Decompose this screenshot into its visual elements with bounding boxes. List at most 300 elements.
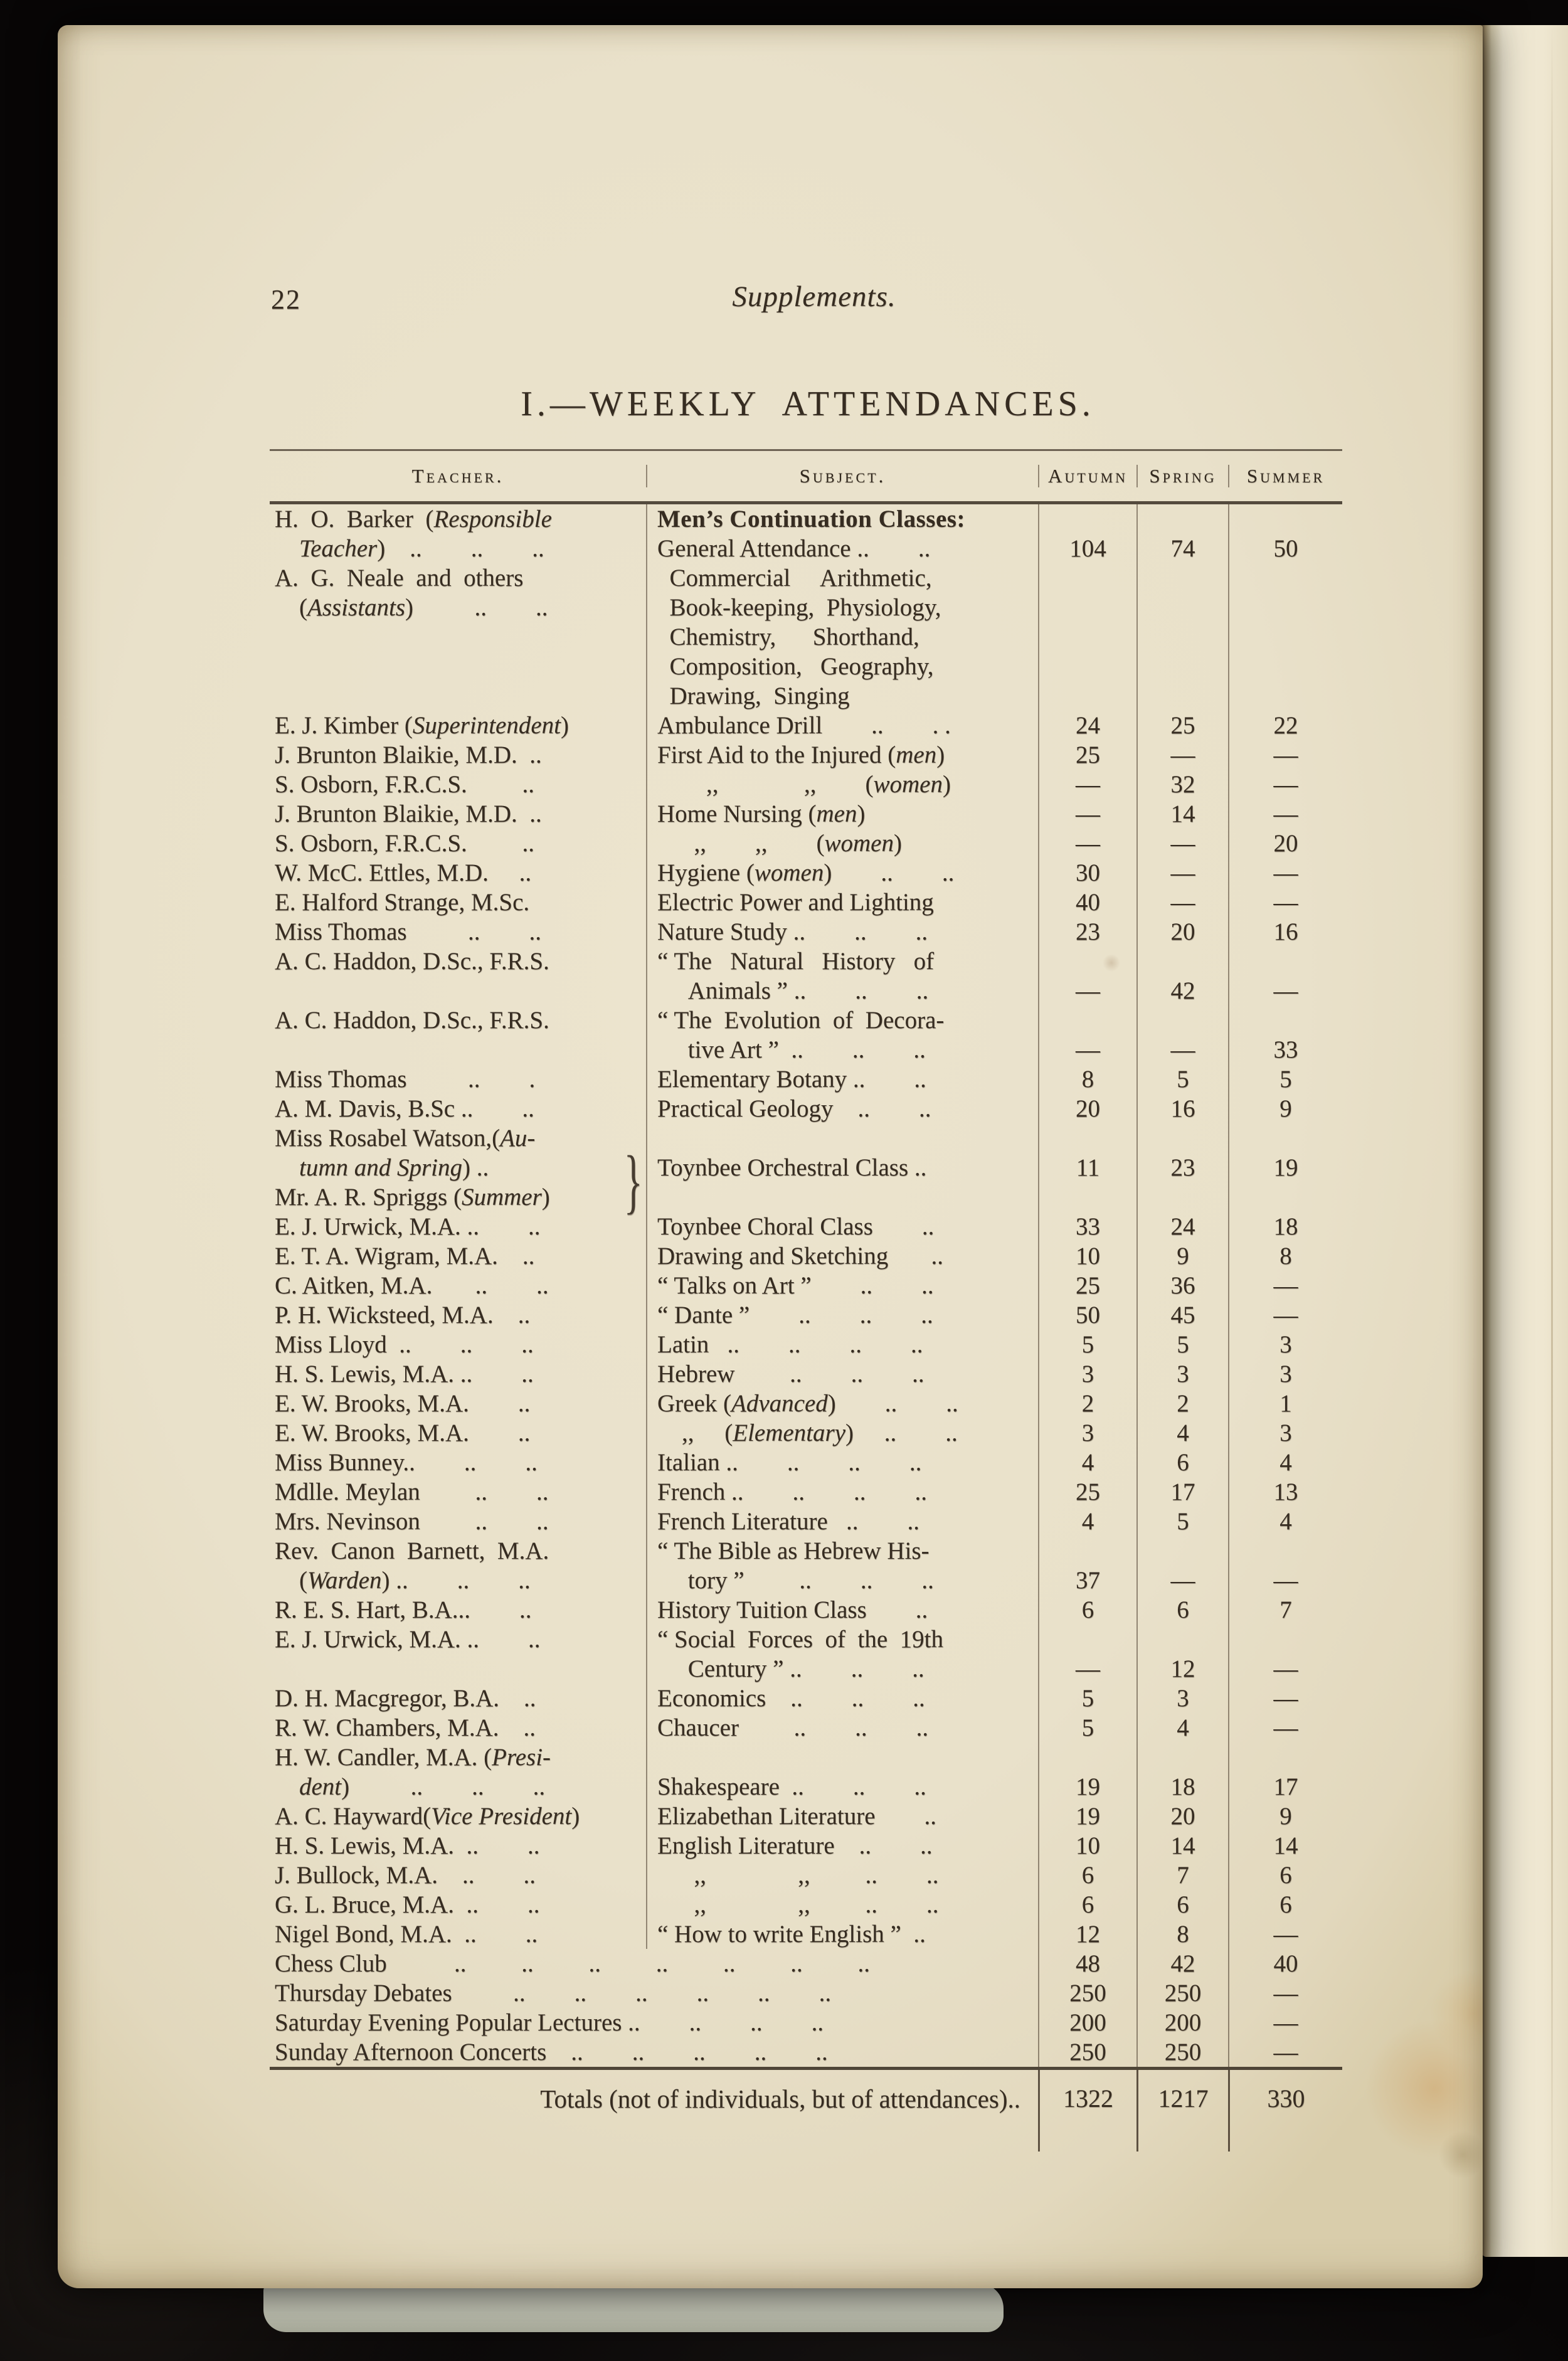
teacher-cell xyxy=(270,947,646,1005)
text-line: History Tuition Class .. xyxy=(657,1596,928,1623)
subject-cell xyxy=(646,1271,1038,1300)
attendance-value: 23 xyxy=(1170,1154,1195,1181)
spring-cell xyxy=(1136,504,1228,711)
summer-cell xyxy=(1228,1359,1342,1389)
text-line: ,, ,, (women) xyxy=(657,771,951,798)
attendance-value: 250 xyxy=(1164,2039,1202,2066)
table-row xyxy=(270,1064,1342,1094)
teacher-cell xyxy=(270,1300,646,1330)
totals-row xyxy=(270,2070,1342,2151)
text-line: tive Art ” .. .. .. xyxy=(657,1036,926,1063)
spring-cell xyxy=(1136,888,1228,917)
spring-cell xyxy=(1136,1123,1228,1212)
attendance-value: 13 xyxy=(1273,1478,1298,1505)
text-line: D. H. Macgregor, B.A. .. xyxy=(275,1685,536,1712)
attendance-value: 42 xyxy=(1170,1950,1195,1977)
table-row xyxy=(270,1300,1342,1330)
table-row xyxy=(270,1330,1342,1359)
spring-cell xyxy=(1136,1271,1228,1300)
attendance-value: — xyxy=(1273,2009,1298,2036)
autumn-cell xyxy=(1038,770,1136,799)
attendance-value: 6 xyxy=(1177,1449,1189,1476)
table-row xyxy=(270,2037,1342,2067)
autumn-cell xyxy=(1038,1271,1136,1300)
attendance-value: 74 xyxy=(1170,535,1195,562)
text-line: Thursday Debates .. .. .. .. .. .. xyxy=(275,1980,832,2007)
text-line: E. Halford Strange, M.Sc. xyxy=(275,889,530,916)
attendance-value: 3 xyxy=(1279,1331,1292,1358)
text-line: Shakespeare .. .. .. xyxy=(657,1773,926,1800)
spring-cell xyxy=(1136,1860,1228,1890)
attendance-value: 9 xyxy=(1279,1095,1292,1122)
autumn-cell xyxy=(1038,947,1136,1005)
spring-cell xyxy=(1136,1300,1228,1330)
attendance-value: 6 xyxy=(1279,1862,1292,1889)
attendance-value: 14 xyxy=(1273,1832,1298,1859)
text-line: French .. .. .. .. xyxy=(657,1478,928,1505)
attendance-value: 16 xyxy=(1273,918,1298,945)
subject-cell xyxy=(646,1300,1038,1330)
table-row xyxy=(270,1507,1342,1536)
table-row xyxy=(270,1595,1342,1625)
attendance-value: 8 xyxy=(1177,1921,1189,1948)
attendance-value: 14 xyxy=(1170,800,1195,827)
teacher-cell xyxy=(270,1595,646,1625)
subject-cell xyxy=(646,1212,1038,1241)
table-row xyxy=(270,1978,1342,2008)
autumn-cell xyxy=(1038,1949,1136,1978)
summer-cell xyxy=(1228,1330,1342,1359)
table-row xyxy=(270,799,1342,829)
text-line: H. W. Candler, M.A. (Presi- xyxy=(275,1744,551,1771)
autumn-cell xyxy=(1038,1359,1136,1389)
text-line: G. L. Bruce, M.A. .. .. xyxy=(275,1891,540,1918)
table-row xyxy=(270,1536,1342,1595)
column-header-subject: Subject. xyxy=(646,465,1038,487)
autumn-cell xyxy=(1038,1123,1136,1212)
attendance-value: 200 xyxy=(1164,2009,1202,2036)
teacher-cell xyxy=(270,1743,646,1801)
spring-cell xyxy=(1136,2037,1228,2067)
teacher-cell xyxy=(270,1389,646,1418)
text-line: “ Talks on Art ” .. .. xyxy=(657,1272,934,1299)
attendance-value: 33 xyxy=(1273,1036,1298,1063)
attendance-value: 5 xyxy=(1177,1066,1189,1093)
autumn-cell xyxy=(1038,1507,1136,1536)
subject-cell xyxy=(646,1919,1038,1949)
attendance-value: 40 xyxy=(1076,889,1100,916)
text-line: H. O. Barker (Responsible xyxy=(275,506,552,533)
attendance-value: 10 xyxy=(1076,1832,1100,1859)
attendance-value: 19 xyxy=(1076,1803,1100,1830)
attendance-value: 250 xyxy=(1164,1980,1202,2007)
attendance-value: 6 xyxy=(1279,1891,1292,1918)
page-stack-edge-line xyxy=(1551,25,1553,2257)
attendance-value: 6 xyxy=(1177,1891,1189,1918)
totals-spring: 1217 xyxy=(1136,2070,1228,2151)
spring-cell xyxy=(1136,1064,1228,1094)
teacher-cell xyxy=(270,504,646,711)
autumn-cell xyxy=(1038,1743,1136,1801)
summer-cell xyxy=(1228,1919,1342,1949)
subject-cell xyxy=(646,1536,1038,1595)
summer-cell xyxy=(1228,770,1342,799)
attendance-value: 20 xyxy=(1170,1803,1195,1830)
facing-page-edge xyxy=(1481,25,1568,2257)
text-line: Latin .. .. .. .. xyxy=(657,1331,923,1358)
spring-cell xyxy=(1136,917,1228,947)
summer-cell xyxy=(1228,1389,1342,1418)
attendance-value: — xyxy=(1076,1036,1100,1063)
attendance-value: 6 xyxy=(1081,1891,1094,1918)
attendance-value: 33 xyxy=(1076,1213,1100,1240)
subject-cell xyxy=(646,1595,1038,1625)
teacher-cell xyxy=(270,770,646,799)
teacher-cell xyxy=(270,1713,646,1743)
text-line: Ambulance Drill .. . . xyxy=(657,712,951,739)
column-header-autumn: Autumn xyxy=(1038,465,1136,487)
text-line: Economics .. .. .. xyxy=(657,1685,925,1712)
subject-cell xyxy=(646,1713,1038,1743)
subject-cell xyxy=(646,1005,1038,1064)
subject-cell xyxy=(646,829,1038,858)
attendance-value: — xyxy=(1273,1685,1298,1712)
attendance-value: 19 xyxy=(1273,1154,1298,1181)
table-row xyxy=(270,858,1342,888)
table-row xyxy=(270,1801,1342,1831)
teacher-cell xyxy=(270,1448,646,1477)
autumn-cell xyxy=(1038,1978,1136,2008)
totals-autumn: 1322 xyxy=(1038,2070,1136,2151)
teacher-cell xyxy=(270,1212,646,1241)
attendance-value: — xyxy=(1170,859,1195,886)
attendance-value: 25 xyxy=(1076,1478,1100,1505)
brace-glyph: } xyxy=(624,1142,644,1222)
table-row xyxy=(270,1890,1342,1919)
subject-cell xyxy=(646,711,1038,740)
attendance-value: 7 xyxy=(1177,1862,1189,1889)
spring-cell xyxy=(1136,1477,1228,1507)
totals-summer: 330 xyxy=(1228,2070,1342,2151)
table-row xyxy=(270,1241,1342,1271)
table-row xyxy=(270,770,1342,799)
text-line: J. Bullock, M.A. .. .. xyxy=(275,1862,536,1889)
autumn-cell xyxy=(1038,1625,1136,1684)
attendance-value: 4 xyxy=(1081,1508,1094,1535)
teacher-cell xyxy=(270,829,646,858)
text-line: Rev. Canon Barnett, M.A. xyxy=(275,1537,549,1564)
text-line: First Aid to the Injured (men) xyxy=(657,741,945,768)
autumn-cell xyxy=(1038,1300,1136,1330)
text-line: Toynbee Orchestral Class .. xyxy=(657,1154,927,1181)
teacher-cell xyxy=(270,1801,646,1831)
attendance-value: 23 xyxy=(1076,918,1100,945)
attendance-value: 250 xyxy=(1069,1980,1106,2007)
summer-cell xyxy=(1228,1005,1342,1064)
attendance-value: 10 xyxy=(1076,1243,1100,1270)
summer-cell xyxy=(1228,947,1342,1005)
subject-cell xyxy=(646,1477,1038,1507)
teacher-cell xyxy=(270,1890,646,1919)
subject-cell xyxy=(646,504,1038,711)
table-row xyxy=(270,1094,1342,1123)
text-line: S. Osborn, F.R.C.S. .. xyxy=(275,771,535,798)
attendance-value: 18 xyxy=(1273,1213,1298,1240)
teacher-cell xyxy=(270,1536,646,1595)
text-line: Saturday Evening Popular Lectures .. .. .. .. xyxy=(275,2009,824,2036)
attendance-value: 14 xyxy=(1170,1832,1195,1859)
text-line: General Attendance .. .. xyxy=(657,535,931,562)
text-line: Men’s Continuation Classes: xyxy=(657,506,965,533)
text-line: Greek (Advanced) .. .. xyxy=(657,1390,958,1417)
subject-cell xyxy=(646,1389,1038,1418)
attendance-value: 25 xyxy=(1076,1272,1100,1299)
summer-cell xyxy=(1228,2037,1342,2067)
attendance-value: — xyxy=(1076,800,1100,827)
text-line: Book-keeping, Physiology, xyxy=(657,594,941,621)
attendance-value: — xyxy=(1170,889,1195,916)
teacher-cell xyxy=(270,711,646,740)
text-line: Drawing, Singing xyxy=(657,682,850,709)
text-line: Practical Geology .. .. xyxy=(657,1095,931,1122)
summer-cell xyxy=(1228,1743,1342,1801)
summer-cell xyxy=(1228,799,1342,829)
subject-cell xyxy=(646,1448,1038,1477)
text-line: E. J. Kimber (Superintendent) xyxy=(275,712,569,739)
text-line: Miss Thomas .. .. xyxy=(275,918,542,945)
table-row xyxy=(270,1359,1342,1389)
text-line: R. E. S. Hart, B.A... .. xyxy=(275,1596,532,1623)
table-row xyxy=(270,1860,1342,1890)
attendance-value: 200 xyxy=(1069,2009,1106,2036)
summer-cell xyxy=(1228,1595,1342,1625)
text-line: E. W. Brooks, M.A. .. xyxy=(275,1419,531,1446)
autumn-cell xyxy=(1038,504,1136,711)
attendance-value: 12 xyxy=(1170,1655,1195,1682)
autumn-cell xyxy=(1038,1241,1136,1271)
table-row xyxy=(270,888,1342,917)
row-label-cell xyxy=(270,2008,1038,2037)
spring-cell xyxy=(1136,947,1228,1005)
attendance-value: 25 xyxy=(1170,712,1195,739)
attendance-value: 25 xyxy=(1076,741,1100,768)
spring-cell xyxy=(1136,770,1228,799)
table-row xyxy=(270,829,1342,858)
attendance-value: 19 xyxy=(1076,1773,1100,1800)
subject-cell xyxy=(646,1094,1038,1123)
spring-cell xyxy=(1136,1418,1228,1448)
text-line: E. W. Brooks, M.A. .. xyxy=(275,1390,531,1417)
summer-cell xyxy=(1228,1949,1342,1978)
autumn-cell xyxy=(1038,1330,1136,1359)
text-line: A. M. Davis, B.Sc .. .. xyxy=(275,1095,534,1122)
attendance-value: 2 xyxy=(1177,1390,1189,1417)
attendance-value: 5 xyxy=(1081,1331,1094,1358)
teacher-cell xyxy=(270,1359,646,1389)
spring-cell xyxy=(1136,1507,1228,1536)
autumn-cell xyxy=(1038,1094,1136,1123)
summer-cell xyxy=(1228,711,1342,740)
text-line: Composition, Geography, xyxy=(657,653,934,680)
table-row xyxy=(270,947,1342,1005)
subject-cell xyxy=(646,770,1038,799)
attendance-value: — xyxy=(1170,830,1195,857)
autumn-cell xyxy=(1038,1389,1136,1418)
text-line: E. T. A. Wigram, M.A. .. xyxy=(275,1243,535,1270)
attendance-value: 4 xyxy=(1177,1419,1189,1446)
attendance-value: 16 xyxy=(1170,1095,1195,1122)
attendance-value: 5 xyxy=(1279,1066,1292,1093)
attendance-value: 18 xyxy=(1170,1773,1195,1800)
autumn-cell xyxy=(1038,917,1136,947)
table-row xyxy=(270,917,1342,947)
subject-cell xyxy=(646,1507,1038,1536)
text-line: Hygiene (women) .. .. xyxy=(657,859,955,886)
attendance-value: 7 xyxy=(1279,1596,1292,1623)
attendance-value: 50 xyxy=(1273,535,1298,562)
attendance-value: 24 xyxy=(1170,1213,1195,1240)
text-line: Miss Rosabel Watson,(Au- xyxy=(275,1125,536,1152)
autumn-cell xyxy=(1038,799,1136,829)
attendance-value: — xyxy=(1273,889,1298,916)
teacher-cell xyxy=(270,1684,646,1713)
attendance-value: 9 xyxy=(1279,1803,1292,1830)
text-line: E. J. Urwick, M.A. .. .. xyxy=(275,1213,541,1240)
page-number: 22 xyxy=(271,284,301,315)
summer-cell xyxy=(1228,1536,1342,1595)
autumn-cell xyxy=(1038,888,1136,917)
attendance-value: — xyxy=(1273,741,1298,768)
attendance-value: 4 xyxy=(1279,1508,1292,1535)
teacher-cell xyxy=(270,1241,646,1271)
summer-cell xyxy=(1228,917,1342,947)
table-row xyxy=(270,1123,1342,1222)
text-line: C. Aitken, M.A. .. .. xyxy=(275,1272,549,1299)
text-line: A. C. Haddon, D.Sc., F.R.S. xyxy=(275,1007,549,1034)
subject-cell xyxy=(646,1890,1038,1919)
text-line: “ Social Forces of the 19th xyxy=(657,1626,943,1653)
attendance-value: 3 xyxy=(1279,1361,1292,1387)
attendance-value: 5 xyxy=(1177,1331,1189,1358)
summer-cell xyxy=(1228,1625,1342,1684)
summer-cell xyxy=(1228,1123,1342,1212)
spring-cell xyxy=(1136,1949,1228,1978)
spring-cell xyxy=(1136,799,1228,829)
table-row xyxy=(270,1831,1342,1860)
spring-cell xyxy=(1136,1094,1228,1123)
attendance-value: — xyxy=(1273,1272,1298,1299)
text-line: P. H. Wicksteed, M.A. .. xyxy=(275,1302,531,1329)
autumn-cell xyxy=(1038,1448,1136,1477)
spring-cell xyxy=(1136,711,1228,740)
subject-cell xyxy=(646,1860,1038,1890)
autumn-cell xyxy=(1038,1890,1136,1919)
summer-cell xyxy=(1228,1064,1342,1094)
autumn-cell xyxy=(1038,1801,1136,1831)
summer-cell xyxy=(1228,858,1342,888)
attendance-value: — xyxy=(1170,1036,1195,1063)
spring-cell xyxy=(1136,1713,1228,1743)
autumn-cell xyxy=(1038,1005,1136,1064)
attendance-value: 3 xyxy=(1081,1419,1094,1446)
text-line: ,, ,, .. .. xyxy=(657,1891,939,1918)
attendance-value: — xyxy=(1076,977,1100,1004)
autumn-cell xyxy=(1038,2008,1136,2037)
summer-cell xyxy=(1228,1094,1342,1123)
column-header-teacher: Teacher. xyxy=(411,465,504,487)
spring-cell xyxy=(1136,1389,1228,1418)
attendance-value: — xyxy=(1273,771,1298,798)
text-line: H. S. Lewis, M.A. .. .. xyxy=(275,1832,540,1859)
subject-cell xyxy=(646,1418,1038,1448)
attendance-value: 22 xyxy=(1273,712,1298,739)
subject-cell xyxy=(646,1123,1038,1212)
text-line: Nigel Bond, M.A. .. .. xyxy=(275,1921,538,1948)
table-row xyxy=(270,1271,1342,1300)
text-line: Home Nursing (men) xyxy=(657,800,866,827)
table-body xyxy=(270,504,1342,2070)
attendance-value: 17 xyxy=(1273,1773,1298,1800)
spring-cell xyxy=(1136,858,1228,888)
attendance-value: 5 xyxy=(1081,1714,1094,1741)
column-header-summer: Summer xyxy=(1228,465,1342,487)
text-line: dent) .. .. .. xyxy=(275,1773,546,1800)
book-page xyxy=(58,25,1483,2288)
summer-cell xyxy=(1228,1801,1342,1831)
summer-cell xyxy=(1228,1713,1342,1743)
teacher-cell xyxy=(270,1625,646,1684)
text-line: Nature Study .. .. .. xyxy=(657,918,928,945)
attendance-value: — xyxy=(1273,800,1298,827)
subject-cell xyxy=(646,1801,1038,1831)
attendance-value: — xyxy=(1273,1921,1298,1948)
summer-cell xyxy=(1228,1448,1342,1477)
spring-cell xyxy=(1136,1005,1228,1064)
summer-cell xyxy=(1228,1507,1342,1536)
attendance-value: 250 xyxy=(1069,2039,1106,2066)
autumn-cell xyxy=(1038,1212,1136,1241)
subject-cell xyxy=(646,947,1038,1005)
attendance-value: — xyxy=(1076,830,1100,857)
attendance-value: — xyxy=(1273,977,1298,1004)
table-row xyxy=(270,1919,1342,1949)
attendance-value: — xyxy=(1170,741,1195,768)
autumn-cell xyxy=(1038,1064,1136,1094)
autumn-cell xyxy=(1038,1595,1136,1625)
attendance-table xyxy=(270,449,1342,2151)
table-row xyxy=(270,740,1342,770)
attendance-value: 36 xyxy=(1170,1272,1195,1299)
summer-cell xyxy=(1228,1890,1342,1919)
text-line: H. S. Lewis, M.A. .. .. xyxy=(275,1361,534,1387)
summer-cell xyxy=(1228,1271,1342,1300)
table-row xyxy=(270,711,1342,740)
autumn-cell xyxy=(1038,1713,1136,1743)
attendance-value: — xyxy=(1273,1302,1298,1329)
text-line: Miss Bunney.. .. .. xyxy=(275,1449,538,1476)
attendance-value: — xyxy=(1273,1567,1298,1594)
attendance-value: 8 xyxy=(1081,1066,1094,1093)
teacher-cell xyxy=(270,799,646,829)
text-line: Teacher) .. .. .. xyxy=(299,535,544,562)
attendance-value: — xyxy=(1273,1655,1298,1682)
table-row xyxy=(270,1625,1342,1684)
table-row xyxy=(270,1477,1342,1507)
section-title: I.—WEEKLY ATTENDANCES. xyxy=(521,385,1095,423)
table-header-row xyxy=(270,449,1342,504)
attendance-value: 4 xyxy=(1177,1714,1189,1741)
autumn-cell xyxy=(1038,740,1136,770)
